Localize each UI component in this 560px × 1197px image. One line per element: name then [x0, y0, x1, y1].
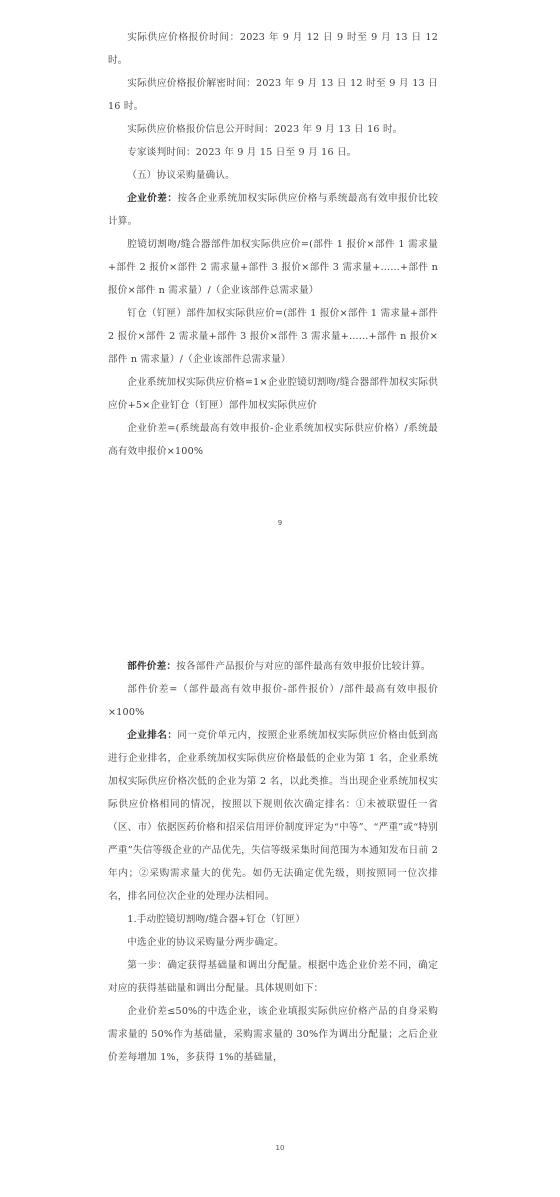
paragraph-text: 按各部件产品报价与对应的部件最高有效申报价比较计算。 — [176, 661, 431, 672]
term-label: 部件价差： — [127, 661, 177, 672]
term-label: 企业排名： — [127, 730, 178, 741]
document-page-9 — [0, 0, 560, 598]
section-heading: 1.手动腔镜切割吻/缝合器+钉仓（钉匣） — [127, 914, 306, 925]
formula-paragraph: 企业系统加权实际供应价格=1×企业腔镜切割吻/缝合器部件加权实际供应价+5×企业钉仓（钉匣）部件加权实际供应价 — [108, 377, 438, 411]
paragraph — [108, 724, 438, 908]
document-page-10 — [0, 598, 560, 1197]
formula-paragraph: 腔镜切割吻/缝合器部件加权实际供应价=(部件 1 报价×部件 1 需求量+部件 2 报价×部件 2 需求量+部件 3 报价×部件 3 需求量+……+部件 n 报价×部件 n 需求量）/（企业该部件总需求量） — [108, 239, 438, 296]
formula-paragraph: 部件价差=（部件最高有效申报价-部件报价）/部件最高有效申报价×100% — [108, 684, 438, 718]
paragraph: （五）协议采购量确认。 — [127, 170, 235, 181]
term-label: 企业价差： — [127, 193, 178, 204]
paragraph: 实际供应价格报价解密时间：2023 年 9 月 13 日 12 时至 9 月 13 日 16 时。 — [108, 78, 438, 112]
paragraph-text: 同一竞价单元内，按照企业系统加权实际供应价格由低到高进行企业排名，企业系统加权实际供应价格最低的企业为第 1 名，企业系统加权实际供应价格次低的企业为第 2 名，以此类推。当出现企业系统加权实际供应价格相同的情况，按照以下规则依次确定排名：①未被联盟任一省（区、市）依据医药价格和招采信用评价制度评定为“中等”、“严重”或“特别严重”失信等级企业的产品优先，失信等级采集时间范围为本通知发布日前 2 年内；②采购需求量大的优先。如仍无法确定优先级，则按照同一位次排名，排名同位次企业的处理办法相同。 — [108, 730, 438, 902]
page-body — [108, 655, 438, 1069]
paragraph: 实际供应价格报价时间：2023 年 9 月 12 日 9 时至 9 月 13 日 12 时。 — [108, 32, 438, 66]
page-number: 9 — [277, 519, 283, 527]
paragraph: 实际供应价格报价信息公开时间：2023 年 9 月 13 日 16 时。 — [127, 124, 403, 135]
paragraph — [108, 187, 438, 233]
paragraph: 企业价差≤50%的中选企业，该企业填报实际供应价格产品的自身采购需求量的 50%作为基础量，采购需求量的 30%作为调出分配量；之后企业价差每增加 1%，多获得 1%的基础量， — [108, 1006, 438, 1063]
paragraph — [108, 655, 438, 678]
page-number: 10 — [275, 1144, 285, 1152]
formula-paragraph: 钉仓（钉匣）部件加权实际供应价=(部件 1 报价×部件 1 需求量+部件 2 报价×部件 2 需求量+部件 3 报价×部件 3 需求量+……+部件 n 报价×部件 n 需求量）/（企业该部件总需求量） — [108, 308, 438, 365]
paragraph-text: 按各企业系统加权实际供应价格与系统最高有效申报价比较计算。 — [108, 193, 438, 227]
page-body — [108, 26, 438, 463]
paragraph: 专家谈判时间：2023 年 9 月 15 日至 9 月 16 日。 — [127, 147, 357, 158]
formula-paragraph: 企业价差=(系统最高有效申报价-企业系统加权实际供应价格）/系统最高有效申报价×100% — [108, 423, 438, 457]
paragraph: 中选企业的协议采购量分两步确定。 — [127, 937, 284, 948]
paragraph: 第一步：确定获得基础量和调出分配量。根据中选企业价差不同，确定对应的获得基础量和调出分配量。具体规则如下： — [108, 960, 438, 994]
